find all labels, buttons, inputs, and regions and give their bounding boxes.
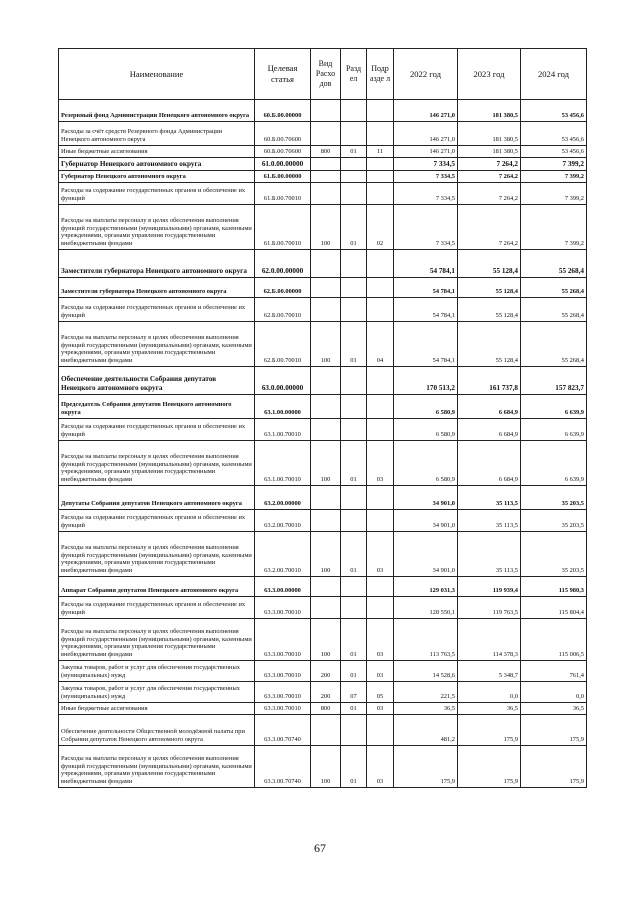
- table-row: [59, 367, 587, 395]
- row-section: [341, 122, 367, 146]
- row-section: 01: [341, 703, 367, 715]
- row-name: Расходы на выплаты персоналу в целях обеспечения выполнения функций государственными (муниципальными) органами, казенными учреждениями, органами управления государственными внебюджетными фондами: [59, 532, 255, 577]
- row-target-article: 63.1.00.70010: [255, 419, 311, 441]
- row-value-2023: 35 113,5: [458, 486, 521, 510]
- row-value-2024: 53 456,6: [521, 100, 587, 122]
- row-target-article: 63.2.00.70010: [255, 532, 311, 577]
- row-value-2022: 146 271,0: [394, 122, 458, 146]
- header-target-article: Целевая статья: [255, 49, 311, 100]
- table-row: [59, 278, 587, 298]
- row-target-article: 62.Б.00.00000: [255, 278, 311, 298]
- row-name: Председатель Собрания депутатов Ненецкого автономного округа: [59, 395, 255, 419]
- row-section: 01: [341, 661, 367, 682]
- table-row: [59, 395, 587, 419]
- budget-table: [58, 48, 587, 788]
- row-value-2024: 7 399,2: [521, 183, 587, 205]
- row-value-2022: 34 901,0: [394, 532, 458, 577]
- row-name: Губернатор Ненецкого автономного округа: [59, 158, 255, 171]
- row-expense-type: [311, 100, 341, 122]
- row-value-2023: 55 128,4: [458, 322, 521, 367]
- row-subsection: 03: [367, 703, 394, 715]
- row-expense-type: [311, 298, 341, 322]
- row-value-2022: 6 580,9: [394, 419, 458, 441]
- row-section: 01: [341, 441, 367, 486]
- row-expense-type: 100: [311, 322, 341, 367]
- row-target-article: 60.Б.00.00000: [255, 100, 311, 122]
- row-target-article: 63.2.00.00000: [255, 486, 311, 510]
- row-subsection: 03: [367, 746, 394, 788]
- row-target-article: 63.3.00.70740: [255, 746, 311, 788]
- table-row: [59, 715, 587, 746]
- row-subsection: [367, 510, 394, 532]
- table-row: [59, 146, 587, 158]
- row-expense-type: [311, 171, 341, 183]
- row-value-2022: 7 334,5: [394, 183, 458, 205]
- row-value-2022: 54 784,1: [394, 298, 458, 322]
- row-target-article: 63.3.00.70740: [255, 715, 311, 746]
- row-expense-type: [311, 122, 341, 146]
- row-section: [341, 510, 367, 532]
- table-row: [59, 183, 587, 205]
- row-value-2024: 7 399,2: [521, 171, 587, 183]
- row-value-2023: 0,0: [458, 682, 521, 703]
- row-target-article: 62.0.00.00000: [255, 250, 311, 278]
- row-value-2023: 161 737,8: [458, 367, 521, 395]
- row-value-2024: 157 823,7: [521, 367, 587, 395]
- row-value-2022: 7 334,5: [394, 171, 458, 183]
- row-value-2024: 6 639,9: [521, 395, 587, 419]
- row-value-2023: 6 684,9: [458, 395, 521, 419]
- row-expense-type: [311, 250, 341, 278]
- row-expense-type: 100: [311, 619, 341, 661]
- row-subsection: 03: [367, 619, 394, 661]
- row-subsection: [367, 122, 394, 146]
- row-subsection: [367, 597, 394, 619]
- row-target-article: 63.3.00.70010: [255, 682, 311, 703]
- row-name: Заместители губернатора Ненецкого автономного округа: [59, 278, 255, 298]
- row-value-2024: 55 268,4: [521, 278, 587, 298]
- row-section: [341, 597, 367, 619]
- row-value-2022: 54 784,1: [394, 250, 458, 278]
- row-section: [341, 395, 367, 419]
- row-value-2023: 175,9: [458, 715, 521, 746]
- row-target-article: 63.0.00.00000: [255, 367, 311, 395]
- row-expense-type: [311, 715, 341, 746]
- row-subsection: [367, 183, 394, 205]
- row-expense-type: [311, 510, 341, 532]
- row-value-2024: 175,9: [521, 746, 587, 788]
- row-subsection: [367, 395, 394, 419]
- table-row: [59, 619, 587, 661]
- row-target-article: 63.1.00.70010: [255, 441, 311, 486]
- row-value-2022: 54 784,1: [394, 278, 458, 298]
- row-subsection: [367, 158, 394, 171]
- table-row: [59, 250, 587, 278]
- row-target-article: 63.2.00.70010: [255, 510, 311, 532]
- row-name: Расходы на выплаты персоналу в целях обеспечения выполнения функций государственными (муниципальными) органами, казенными учреждениями, органами управления государственными внебюджетными фондами: [59, 322, 255, 367]
- row-value-2022: 221,5: [394, 682, 458, 703]
- row-expense-type: [311, 577, 341, 597]
- row-expense-type: 100: [311, 205, 341, 250]
- row-value-2023: 7 264,2: [458, 205, 521, 250]
- table-row: [59, 682, 587, 703]
- row-value-2022: 113 763,5: [394, 619, 458, 661]
- row-section: [341, 715, 367, 746]
- table-row: [59, 158, 587, 171]
- header-row: [59, 49, 587, 100]
- row-subsection: 03: [367, 441, 394, 486]
- row-value-2023: 35 113,5: [458, 532, 521, 577]
- header-expense-type: Вид Расхо дов: [311, 49, 341, 100]
- row-value-2023: 175,9: [458, 746, 521, 788]
- row-value-2023: 35 113,5: [458, 510, 521, 532]
- row-section: 01: [341, 619, 367, 661]
- row-name: Расходы на выплаты персоналу в целях обеспечения выполнения функций государственными (муниципальными) органами, казенными учреждениями, органами управления государственными внебюджетными фондами: [59, 441, 255, 486]
- table-row: [59, 532, 587, 577]
- row-value-2024: 7 399,2: [521, 205, 587, 250]
- row-section: [341, 171, 367, 183]
- row-value-2022: 14 528,6: [394, 661, 458, 682]
- row-value-2022: 36,5: [394, 703, 458, 715]
- row-name: Иные бюджетные ассигнования: [59, 703, 255, 715]
- row-value-2023: 181 380,5: [458, 146, 521, 158]
- row-value-2022: 6 580,9: [394, 441, 458, 486]
- row-expense-type: 800: [311, 146, 341, 158]
- table-body: [59, 100, 587, 788]
- row-name: Депутаты Собрания депутатов Ненецкого автономного округа: [59, 486, 255, 510]
- row-name: Расходы на выплаты персоналу в целях обеспечения выполнения функций государственными (муниципальными) органами, казенными учреждениями, органами управления государственными внебюджетными фондами: [59, 746, 255, 788]
- row-section: 01: [341, 532, 367, 577]
- row-value-2024: 35 203,5: [521, 532, 587, 577]
- row-value-2023: 6 684,9: [458, 419, 521, 441]
- row-value-2024: 55 268,4: [521, 298, 587, 322]
- row-subsection: 03: [367, 532, 394, 577]
- table-row: [59, 661, 587, 682]
- row-value-2022: 54 784,1: [394, 322, 458, 367]
- row-value-2023: 7 264,2: [458, 183, 521, 205]
- row-value-2022: 146 271,0: [394, 100, 458, 122]
- row-name: Расходы на содержание государственных органов и обеспечение их функций: [59, 597, 255, 619]
- row-value-2023: 6 684,9: [458, 441, 521, 486]
- row-name: Расходы на содержание государственных органов и обеспечение их функций: [59, 419, 255, 441]
- row-subsection: 05: [367, 682, 394, 703]
- row-name: Расходы за счёт средств Резервного фонда Администрации Ненецкого автономного округа: [59, 122, 255, 146]
- row-value-2024: 6 639,9: [521, 441, 587, 486]
- row-name: Расходы на выплаты персоналу в целях обеспечения выполнения функций государственными (муниципальными) органами, казенными учреждениями, органами управления государственными внебюджетными фондами: [59, 205, 255, 250]
- row-section: 01: [341, 746, 367, 788]
- row-target-article: 63.1.00.00000: [255, 395, 311, 419]
- row-value-2024: 36,5: [521, 703, 587, 715]
- row-value-2024: 0,0: [521, 682, 587, 703]
- table-row: [59, 703, 587, 715]
- row-subsection: [367, 171, 394, 183]
- row-value-2024: 35 203,5: [521, 486, 587, 510]
- row-section: [341, 100, 367, 122]
- row-section: [341, 250, 367, 278]
- header-name: Наименование: [59, 49, 255, 100]
- table-row: [59, 441, 587, 486]
- table-row: [59, 577, 587, 597]
- row-expense-type: [311, 395, 341, 419]
- row-value-2023: 36,5: [458, 703, 521, 715]
- row-name: Обеспечение деятельности Общественной молодёжной палаты при Собрании депутатов Ненецкого автономного округа: [59, 715, 255, 746]
- row-value-2024: 7 399,2: [521, 158, 587, 171]
- row-value-2022: 6 580,9: [394, 395, 458, 419]
- row-subsection: [367, 419, 394, 441]
- row-expense-type: [311, 183, 341, 205]
- row-expense-type: 200: [311, 661, 341, 682]
- row-subsection: [367, 577, 394, 597]
- row-section: 07: [341, 682, 367, 703]
- row-name: Заместители губернатора Ненецкого автономного округа: [59, 250, 255, 278]
- row-value-2023: 55 128,4: [458, 298, 521, 322]
- row-name: Закупка товаров, работ и услуг для обеспечения государственных (муниципальных) нужд: [59, 682, 255, 703]
- row-name: Закупка товаров, работ и услуг для обеспечения государственных (муниципальных) нужд: [59, 661, 255, 682]
- row-target-article: 61.Б.00.70010: [255, 183, 311, 205]
- table-row: [59, 597, 587, 619]
- row-name: Резервный фонд Администрации Ненецкого автономного округа: [59, 100, 255, 122]
- row-value-2022: 170 513,2: [394, 367, 458, 395]
- row-value-2022: 7 334,5: [394, 158, 458, 171]
- row-name: Иные бюджетные ассигнования: [59, 146, 255, 158]
- row-subsection: 04: [367, 322, 394, 367]
- row-value-2022: 128 550,1: [394, 597, 458, 619]
- row-value-2022: 146 271,0: [394, 146, 458, 158]
- row-value-2024: 55 268,4: [521, 322, 587, 367]
- row-section: [341, 419, 367, 441]
- row-value-2023: 55 128,4: [458, 278, 521, 298]
- row-section: 01: [341, 146, 367, 158]
- row-value-2023: 181 380,5: [458, 122, 521, 146]
- row-section: [341, 486, 367, 510]
- table-row: [59, 298, 587, 322]
- row-value-2024: 35 203,5: [521, 510, 587, 532]
- row-section: [341, 298, 367, 322]
- row-name: Обеспечение деятельности Собрания депутатов Ненецкого автономного округа: [59, 367, 255, 395]
- row-value-2022: 7 334,5: [394, 205, 458, 250]
- row-section: [341, 367, 367, 395]
- row-target-article: 61.Б.00.70010: [255, 205, 311, 250]
- row-value-2023: 5 348,7: [458, 661, 521, 682]
- row-subsection: [367, 278, 394, 298]
- row-value-2023: 119 763,5: [458, 597, 521, 619]
- header-year-2024: 2024 год: [521, 49, 587, 100]
- row-value-2024: 6 639,9: [521, 419, 587, 441]
- table-row: [59, 171, 587, 183]
- row-value-2023: 181 380,5: [458, 100, 521, 122]
- row-name: Расходы на содержание государственных органов и обеспечение их функций: [59, 510, 255, 532]
- row-expense-type: 100: [311, 441, 341, 486]
- table-row: [59, 322, 587, 367]
- row-value-2024: 53 456,6: [521, 122, 587, 146]
- row-value-2023: 119 939,4: [458, 577, 521, 597]
- table-row: [59, 100, 587, 122]
- row-name: Расходы на содержание государственных органов и обеспечение их функций: [59, 183, 255, 205]
- row-value-2023: 7 264,2: [458, 171, 521, 183]
- row-section: [341, 183, 367, 205]
- row-section: [341, 278, 367, 298]
- row-target-article: 63.3.00.70010: [255, 619, 311, 661]
- row-value-2023: 55 128,4: [458, 250, 521, 278]
- row-value-2022: 129 031,3: [394, 577, 458, 597]
- table-row: [59, 746, 587, 788]
- table-row: [59, 205, 587, 250]
- row-value-2022: 481,2: [394, 715, 458, 746]
- row-target-article: 63.3.00.70010: [255, 661, 311, 682]
- row-target-article: 61.0.00.00000: [255, 158, 311, 171]
- row-value-2023: 114 378,3: [458, 619, 521, 661]
- row-subsection: [367, 486, 394, 510]
- row-value-2022: 34 901,0: [394, 510, 458, 532]
- row-expense-type: 100: [311, 532, 341, 577]
- row-name: Расходы на содержание государственных органов и обеспечение их функций: [59, 298, 255, 322]
- row-expense-type: 100: [311, 746, 341, 788]
- budget-document: [58, 48, 586, 788]
- row-target-article: 60.Б.00.70600: [255, 122, 311, 146]
- row-target-article: 62.Б.00.70010: [255, 298, 311, 322]
- row-subsection: [367, 250, 394, 278]
- row-value-2024: 175,9: [521, 715, 587, 746]
- row-target-article: 61.Б.00.00000: [255, 171, 311, 183]
- row-value-2024: 115 006,5: [521, 619, 587, 661]
- table-row: [59, 419, 587, 441]
- row-section: 01: [341, 322, 367, 367]
- row-expense-type: [311, 486, 341, 510]
- row-name: Губернатор Ненецкого автономного округа: [59, 171, 255, 183]
- row-expense-type: 200: [311, 682, 341, 703]
- row-section: 01: [341, 205, 367, 250]
- row-target-article: 60.Б.00.70600: [255, 146, 311, 158]
- row-subsection: 03: [367, 661, 394, 682]
- row-expense-type: [311, 419, 341, 441]
- row-value-2022: 175,9: [394, 746, 458, 788]
- row-value-2024: 115 804,4: [521, 597, 587, 619]
- row-section: [341, 577, 367, 597]
- page-number: 67: [314, 841, 326, 855]
- row-subsection: [367, 298, 394, 322]
- row-subsection: 02: [367, 205, 394, 250]
- row-section: [341, 158, 367, 171]
- row-expense-type: [311, 597, 341, 619]
- row-target-article: 62.Б.00.70010: [255, 322, 311, 367]
- row-expense-type: [311, 278, 341, 298]
- header-year-2022: 2022 год: [394, 49, 458, 100]
- table-row: [59, 486, 587, 510]
- row-value-2024: 53 456,6: [521, 146, 587, 158]
- row-target-article: 63.3.00.00000: [255, 577, 311, 597]
- row-subsection: [367, 715, 394, 746]
- header-subsection: Подр азде л: [367, 49, 394, 100]
- row-expense-type: [311, 367, 341, 395]
- row-value-2024: 55 268,4: [521, 250, 587, 278]
- table-row: [59, 122, 587, 146]
- row-name: Аппарат Собрания депутатов Ненецкого автономного округа: [59, 577, 255, 597]
- row-subsection: [367, 367, 394, 395]
- row-value-2022: 34 901,0: [394, 486, 458, 510]
- header-section: Разд ел: [341, 49, 367, 100]
- row-value-2024: 761,4: [521, 661, 587, 682]
- row-subsection: [367, 100, 394, 122]
- row-target-article: 63.3.00.70010: [255, 597, 311, 619]
- row-subsection: 11: [367, 146, 394, 158]
- row-expense-type: [311, 158, 341, 171]
- row-value-2023: 7 264,2: [458, 158, 521, 171]
- row-name: Расходы на выплаты персоналу в целях обеспечения выполнения функций государственными (муниципальными) органами, казенными учреждениями, органами управления государственными внебюджетными фондами: [59, 619, 255, 661]
- table-row: [59, 510, 587, 532]
- row-target-article: 63.3.00.70010: [255, 703, 311, 715]
- header-year-2023: 2023 год: [458, 49, 521, 100]
- row-value-2024: 115 980,3: [521, 577, 587, 597]
- row-expense-type: 800: [311, 703, 341, 715]
